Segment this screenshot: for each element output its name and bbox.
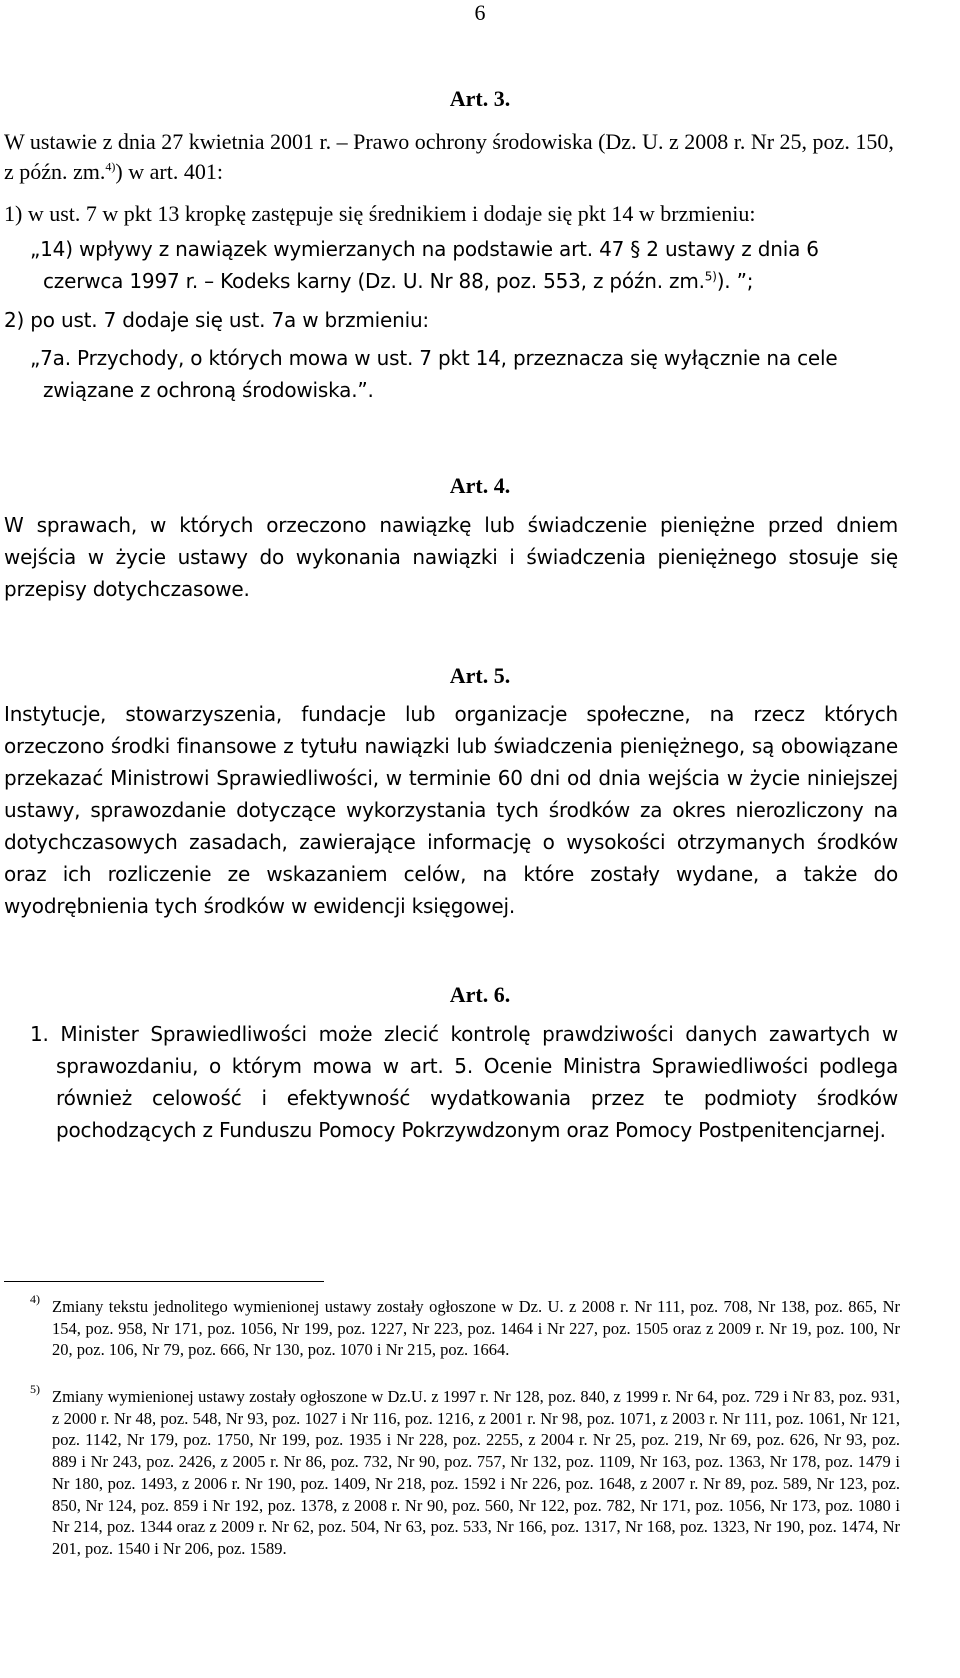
footnote-ref-5[interactable]: 5): [704, 269, 717, 284]
article-6-item-1: 1. Minister Sprawiedliwości może zlecić kontrolę prawdziwości danych zawartych w sprawozdaniu, o którym mowa w art. 5. Ocenie Ministra Sprawiedliwości podlega również celowość i efektywność wydatkowania przez te podmioty środków pochodzących z Funduszu Pomocy Pokrzywdzonym oraz Pomocy Postpenitencjarnej.: [30, 1022, 898, 1142]
footnote-5-text: Zmiany wymienionej ustawy zostały ogłoszone w Dz.U. z 1997 r. Nr 128, poz. 840, z 1999 r. Nr 64, poz. 729 i Nr 83, poz. 931, z 2000 r. Nr 48, poz. 548, Nr 93, poz. 1027 i Nr 116, poz. 1216, z 2001 r. Nr 98, poz. 1071, z 2003 r. Nr 111, poz. 1061, Nr 121, poz. 1142, Nr 179, poz. 1750, Nr 199, poz. 1935 i Nr 228, poz. 2255, z 2004 r. Nr 25, poz. 219, Nr 69, poz. 626, Nr 93, poz. 889 i Nr 243, poz. 2426, z 2005 r. Nr 86, poz. 732, Nr 90, poz. 757, Nr 132, poz. 1109, Nr 163, poz. 1363, Nr 178, poz. 1479 i Nr 180, poz. 1493, z 2006 r. Nr 190, poz. 1409, Nr 218, poz. 1592 i Nr 226, poz. 1648, z 2007 r. Nr 89, poz. 589, Nr 123, poz. 850, Nr 124, poz. 859 i Nr 192, poz. 1378, z 2008 r. Nr 90, poz. 560, Nr 122, poz. 782, Nr 171, poz. 1056, Nr 173, poz. 1080 i Nr 214, poz. 1344 oraz z 2009 r. Nr 62, poz. 504, Nr 63, poz. 533, Nr 166, poz. 1317, Nr 168, poz. 1323, Nr 190, poz. 1474, Nr 201, poz. 1540 i Nr 206, poz. 1589.: [52, 1387, 900, 1558]
article-3-intro: [4, 127, 909, 187]
footnote-separator: [4, 1281, 324, 1282]
article-5-body: Instytucje, stowarzyszenia, fundacje lub organizacje społeczne, na rzecz których orzeczono środki finansowe z tytułu nawiązki lub świadczenia pieniężnego, są obowiązane przekazać Ministrowi Sprawiedliwości, w terminie 60 dni od dnia wejścia w życie niniejszej ustawy, sprawozdanie dotyczące wykorzystania tych środków za okres nierozliczony na dotychczasowych zasadach, zawierające informację o wysokości otrzymanych środków oraz ich rozliczenie ze wskazaniem celów, na które zostały wydane, a także do wyodrębnienia tych środków w ewidencji księgowej.: [4, 702, 898, 918]
quote-1-end: ). ”;: [716, 269, 754, 293]
article-3-intro-end: ) w art. 401:: [115, 159, 223, 184]
article-3-item-1: 1) w ust. 7 w pkt 13 kropkę zastępuje się średnikiem i dodaje się pkt 14 w brzmieniu:: [4, 201, 756, 226]
footnote-5: [30, 1382, 900, 1560]
article-4-body: W sprawach, w których orzeczono nawiązkę lub świadczenie pieniężne przed dniem wejścia w życie ustawy do wykonania nawiązki i świadczenia pieniężnego stosuje się przepisy dotychczasowe.: [4, 513, 898, 601]
article-4-title: Art. 4.: [449, 473, 511, 498]
article-3-intro-text: W ustawie z dnia 27 kwietnia 2001 r. – Prawo ochrony środowiska (Dz. U. z 2008 r. Nr 25, poz. 150, z późn. zm.: [4, 129, 894, 184]
article-3-quote-1: [30, 233, 900, 297]
article-5-title: Art. 5.: [449, 663, 511, 688]
page-number: 6: [474, 0, 486, 25]
article-3-title: Art. 3.: [449, 86, 511, 111]
article-6-title: Art. 6.: [449, 982, 511, 1007]
footnote-ref-4[interactable]: 4): [105, 159, 116, 174]
footnote-4: [30, 1292, 900, 1361]
footnote-5-mark: 5): [30, 1382, 40, 1396]
article-3-quote-2: „7a. Przychody, o których mowa w ust. 7 pkt 14, przeznacza się wyłącznie na cele związane z ochroną środowiska.”.: [30, 346, 838, 402]
footnote-4-text: Zmiany tekstu jednolitego wymienionej ustawy zostały ogłoszone w Dz. U. z 2008 r. Nr 111, poz. 708, Nr 138, poz. 865, Nr 154, poz. 958, Nr 171, poz. 1056, Nr 199, poz. 1227, Nr 223, poz. 1464 i Nr 227, poz. 1505 oraz z 2009 r. Nr 19, poz. 100, Nr 20, poz. 106, Nr 79, poz. 666, Nr 130, poz. 1070 i Nr 215, poz. 1664.: [52, 1297, 900, 1360]
footnote-4-mark: 4): [30, 1292, 40, 1306]
quote-1-text: „14) wpływy z nawiązek wymierzanych na podstawie art. 47 § 2 ustawy z dnia 6 czerwca 1997 r. – Kodeks karny (Dz. U. Nr 88, poz. 553, z późn. zm.: [30, 237, 819, 293]
article-3-item-2: 2) po ust. 7 dodaje się ust. 7a w brzmieniu:: [4, 308, 429, 332]
